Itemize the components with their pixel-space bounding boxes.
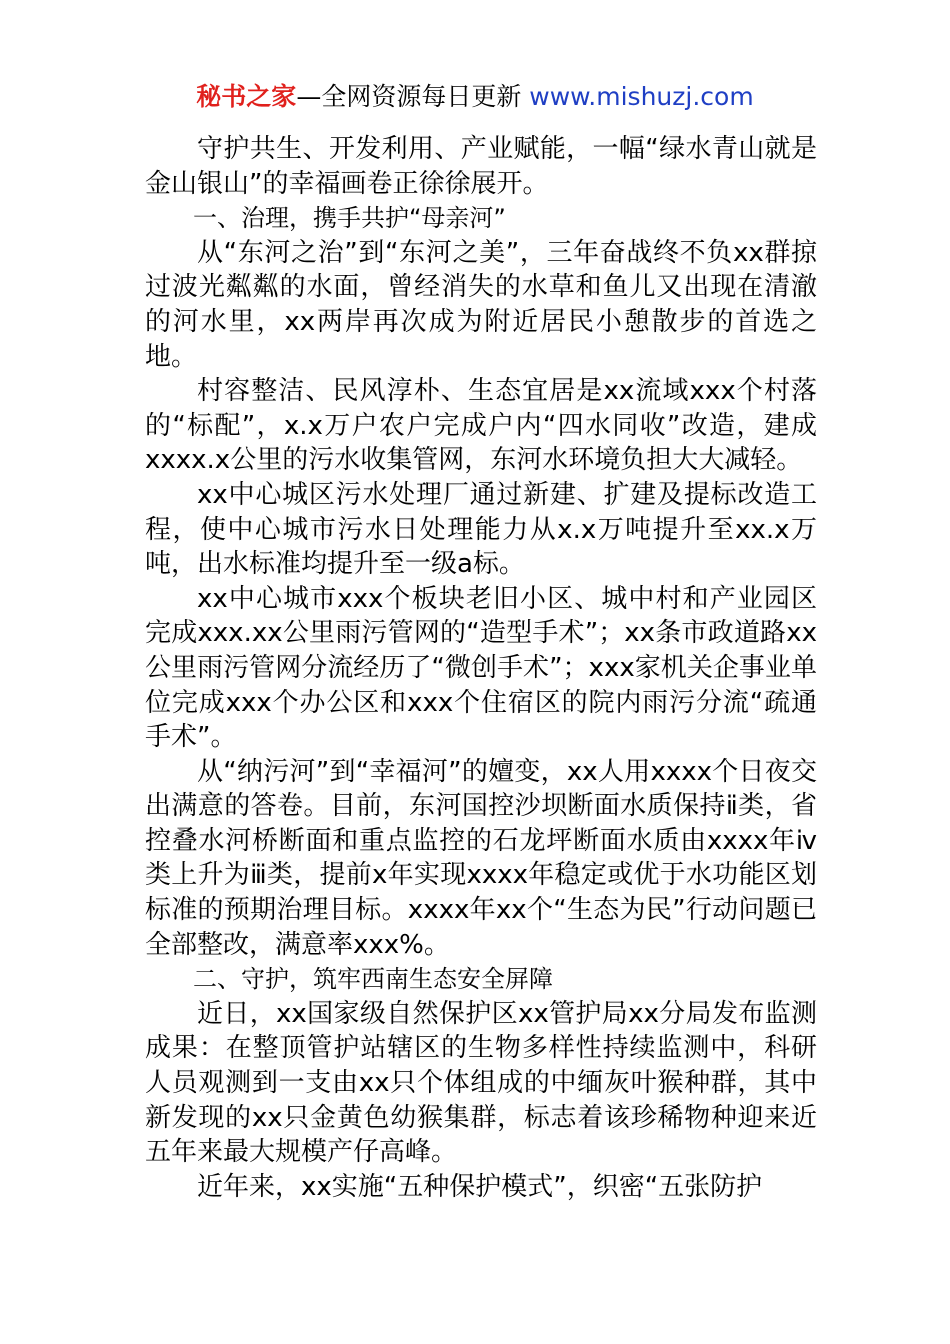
paragraph: 从“东河之治”到“东河之美”，三年奋战终不负xx群掠过波光粼粼的水面，曾经消失的水草和鱼儿又出现在清澈的河水里，xx两岸再次成为附近居民小憩散步的首选之地。 (145, 237, 817, 372)
article-body (145, 132, 817, 1204)
paragraph: 近年来，xx实施“五种保护模式”，织密“五张防护 (197, 1171, 763, 1202)
paragraph: 村容整洁、民风淳朴、生态宜居是xx流域xxx个村落的“标配”，x.x万户农户完成户内“四水同收”改造，建成xxxx.x公里的污水收集管网，东河水环境负担大大减轻。 (145, 376, 817, 476)
paragraph: 守护共生、开发利用、产业赋能，一幅“绿水青山就是金山银山”的幸福画卷正徐徐展开。 (145, 134, 817, 199)
paragraph: 近日，xx国家级自然保护区xx管护局xx分局发布监测成果：在整顶管护站辖区的生物多样性持续监测中，科研人员观测到一支由xx只个体组成的中缅灰叶猴种群，其中新发现的xx只金黄色幼猴集群，标志着该珍稀物种迎来近五年来最大规模产仔高峰。 (145, 998, 817, 1168)
header-tagline: —全网资源每日更新 (296, 82, 530, 111)
paragraph: xx中心城市xxx个板块老旧小区、城中村和产业园区完成xxx.xx公里雨污管网的“造型手术”；xx条市政道路xx公里雨污管网分流经历了“微创手术”；xxx家机关企事业单位完成xxx个办公区和xxx个住宿区的院内雨污分流“疏通手术”。 (145, 583, 817, 753)
paragraph: 从“纳污河”到“幸福河”的嬗变，xx人用xxxx个日夜交出满意的答卷。目前，东河国控沙坝断面水质保持ⅱ类，省控叠水河桥断面和重点监控的石龙坪断面水质由xxxx年ⅳ类上升为ⅲ类，提前x年实现xxxx年稳定或优于水功能区划标准的预期治理目标。xxxx年xx个“生态为民”行动问题已全部整改，满意率xxx%。 (145, 756, 817, 960)
paragraph: xx中心城区污水处理厂通过新建、扩建及提标改造工程，使中心城市污水日处理能力从x.x万吨提升至xx.x万吨，出水标准均提升至一级a标。 (145, 479, 817, 580)
section-heading: 一、治理，携手共护“母亲河” (193, 204, 506, 233)
site-url-link[interactable]: www.mishuzj.com (529, 82, 754, 111)
site-header (0, 80, 950, 114)
brand-name: 秘书之家 (196, 82, 297, 111)
section-heading: 二、守护，筑牢西南生态安全屏障 (193, 965, 553, 994)
